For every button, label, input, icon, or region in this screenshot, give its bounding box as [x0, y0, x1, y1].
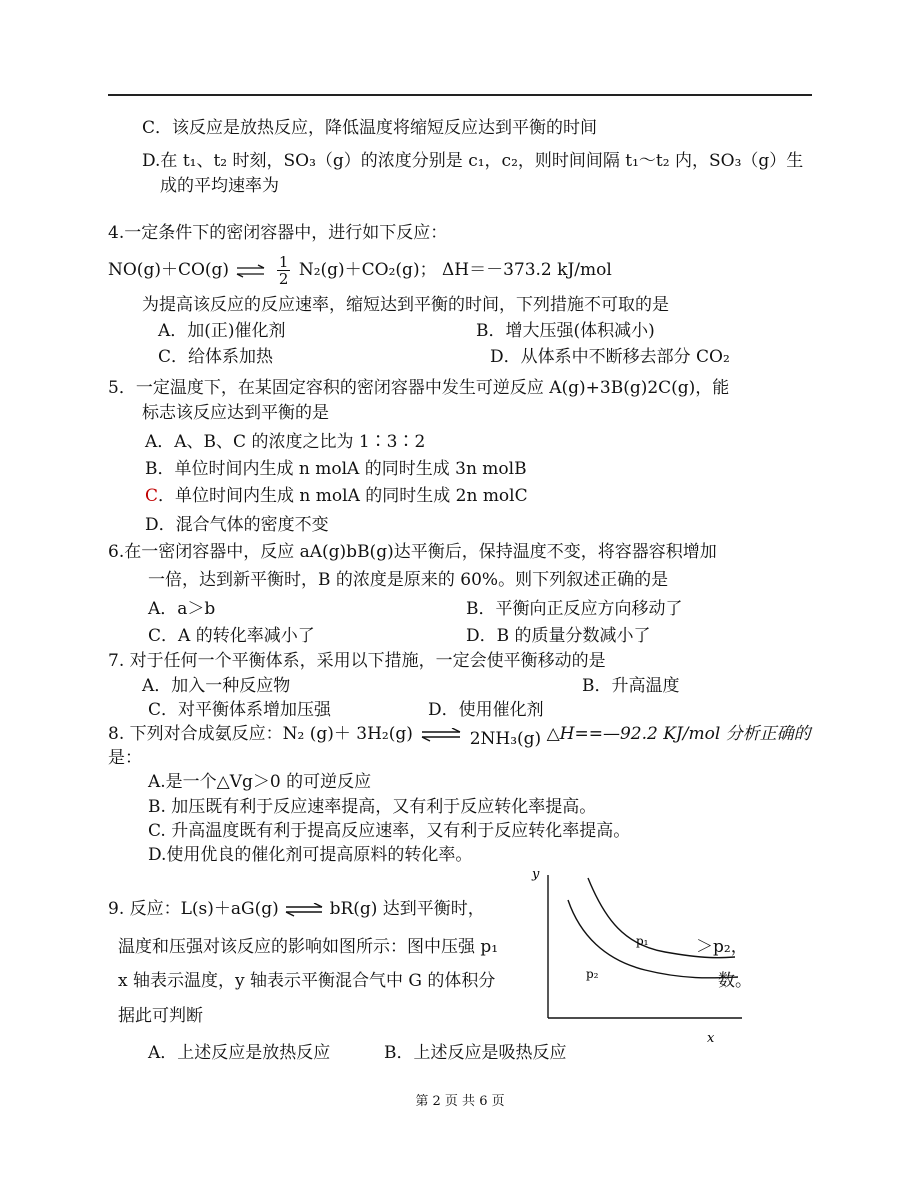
q9-line4: 据此可判断 — [118, 1006, 203, 1026]
q8-stem-a: 8. 下列对合成氨反应：N₂ (g)＋ 3H₂(g) — [108, 724, 413, 744]
q8-option-b: B. 加压既有利于反应速率提高，又有利于反应转化率提高。 — [148, 797, 597, 817]
q5-stem-line2: 标志该反应达到平衡的是 — [142, 403, 329, 423]
q9-line3-tail: 数。 — [718, 971, 752, 991]
graph-x-label: x — [707, 1031, 715, 1046]
q3-option-c: C．该反应是放热反应，降低温度将缩短反应达到平衡的时间 — [142, 118, 598, 138]
q9-stem-line1 — [108, 898, 485, 920]
q4-option-a: A．加(正)催化剂 — [158, 321, 286, 341]
q9-option-a: A．上述反应是放热反应 — [148, 1043, 331, 1063]
q3-option-d-line1: D.在 t₁、t₂ 时刻，SO₃（g）的浓度分别是 c₁，c₂，则时间间隔 t₁～t₂ 内，SO₃（g）生 — [142, 151, 804, 171]
q6-option-d: D．B 的质量分数减小了 — [466, 626, 651, 646]
graph-y-label: y — [532, 867, 540, 882]
q6-option-a: A．a＞b — [148, 599, 216, 619]
q5-option-a: A．A、B、C 的浓度之比为 1∶3∶2 — [145, 432, 426, 452]
q5-option-d: D．混合气体的密度不变 — [145, 515, 329, 535]
q4-fraction — [277, 254, 291, 287]
header-rule — [108, 94, 812, 96]
q9-line2-tail: ＞p₂， — [696, 937, 748, 957]
q9-graph — [520, 860, 750, 1050]
q5-option-c-text: ．单位时间内生成 n molA 的同时生成 2n molC — [158, 486, 528, 506]
q4-stem: 4.一定条件下的密闭容器中，进行如下反应： — [108, 223, 448, 243]
q5-option-c — [145, 485, 528, 507]
equilibrium-arrow-icon — [420, 728, 462, 742]
q8-stem-line1 — [108, 723, 811, 749]
q9-stem-a: 9. 反应：L(s)＋aG(g) — [108, 899, 279, 919]
q6-stem-line2: 一倍，达到新平衡时，B 的浓度是原来的 60%。则下列叙述正确的是 — [148, 570, 669, 590]
q8-stem-c: △H==—92.2 KJ/mol 分析正确的 — [546, 724, 811, 744]
q7-stem: 7. 对于任何一个平衡体系，采用以下措施，一定会使平衡移动的是 — [108, 651, 606, 671]
q8-option-d: D.使用优良的催化剂可提高原料的转化率。 — [148, 845, 473, 865]
q4-option-d: D．从体系中不断移去部分 CO₂ — [490, 347, 730, 367]
q7-option-b: B．升高温度 — [582, 676, 680, 696]
q4-ask: 为提高该反应的反应速率，缩短达到平衡的时间，下列措施不可取的是 — [142, 295, 669, 315]
curve-p2-label: p₂ — [586, 967, 599, 981]
q6-option-b: B．平衡向正反应方向移动了 — [466, 599, 683, 619]
q9-stem-b: bR(g) 达到平衡时， — [329, 899, 485, 919]
q6-stem-line1: 6.在一密闭容器中，反应 aA(g)bB(g)达平衡后，保持温度不变，将容器容积增加 — [108, 542, 717, 562]
q3-option-d-line2: 成的平均速率为 — [160, 176, 279, 196]
q4-eq-left: NO(g)＋CO(g) — [108, 260, 230, 280]
q5-stem-line1: 5．一定温度下，在某固定容积的密闭容器中发生可逆反应 A(g)+3B(g)2C(g)，能 — [108, 378, 730, 398]
q7-option-a: A．加入一种反应物 — [142, 676, 291, 696]
q8-option-a: A.是一个△Vg＞0 的可逆反应 — [148, 772, 372, 792]
equilibrium-arrow-icon — [234, 264, 268, 278]
q8-stem-b: 2NH₃(g) — [469, 729, 542, 749]
q7-option-c: C．对平衡体系增加压强 — [148, 700, 332, 720]
q8-stem-line2: 是： — [108, 748, 142, 768]
q8-option-c: C. 升高温度既有利于提高反应速率，又有利于反应转化率提高。 — [148, 821, 631, 841]
q4-equation — [108, 252, 612, 288]
q4-frac-den: 2 — [278, 270, 289, 288]
q4-option-c: C．给体系加热 — [158, 347, 274, 367]
q6-option-c: C．A 的转化率减小了 — [148, 626, 315, 646]
curve-p1-label: p₁ — [636, 934, 649, 948]
q5-option-c-letter: C — [145, 486, 159, 506]
q9-line2: 温度和压强对该反应的影响如图所示：图中压强 p₁ — [118, 937, 499, 957]
q7-option-d: D．使用催化剂 — [428, 700, 544, 720]
equilibrium-arrow-icon — [284, 903, 324, 917]
page-footer: 第 2 页 共 6 页 — [415, 1094, 505, 1109]
q4-option-b: B．增大压强(体积减小) — [476, 321, 655, 341]
q5-option-b: B．单位时间内生成 n molA 的同时生成 3n molB — [145, 459, 527, 479]
q4-eq-right: N₂(g)＋CO₂(g)； ΔH＝－373.2 kJ/mol — [298, 260, 612, 280]
curve-p1 — [588, 878, 735, 958]
q9-line3: x 轴表示温度，y 轴表示平衡混合气中 G 的体积分 — [118, 971, 496, 991]
q9-option-b: B．上述反应是吸热反应 — [384, 1043, 567, 1063]
q4-frac-num: 1 — [278, 253, 289, 271]
